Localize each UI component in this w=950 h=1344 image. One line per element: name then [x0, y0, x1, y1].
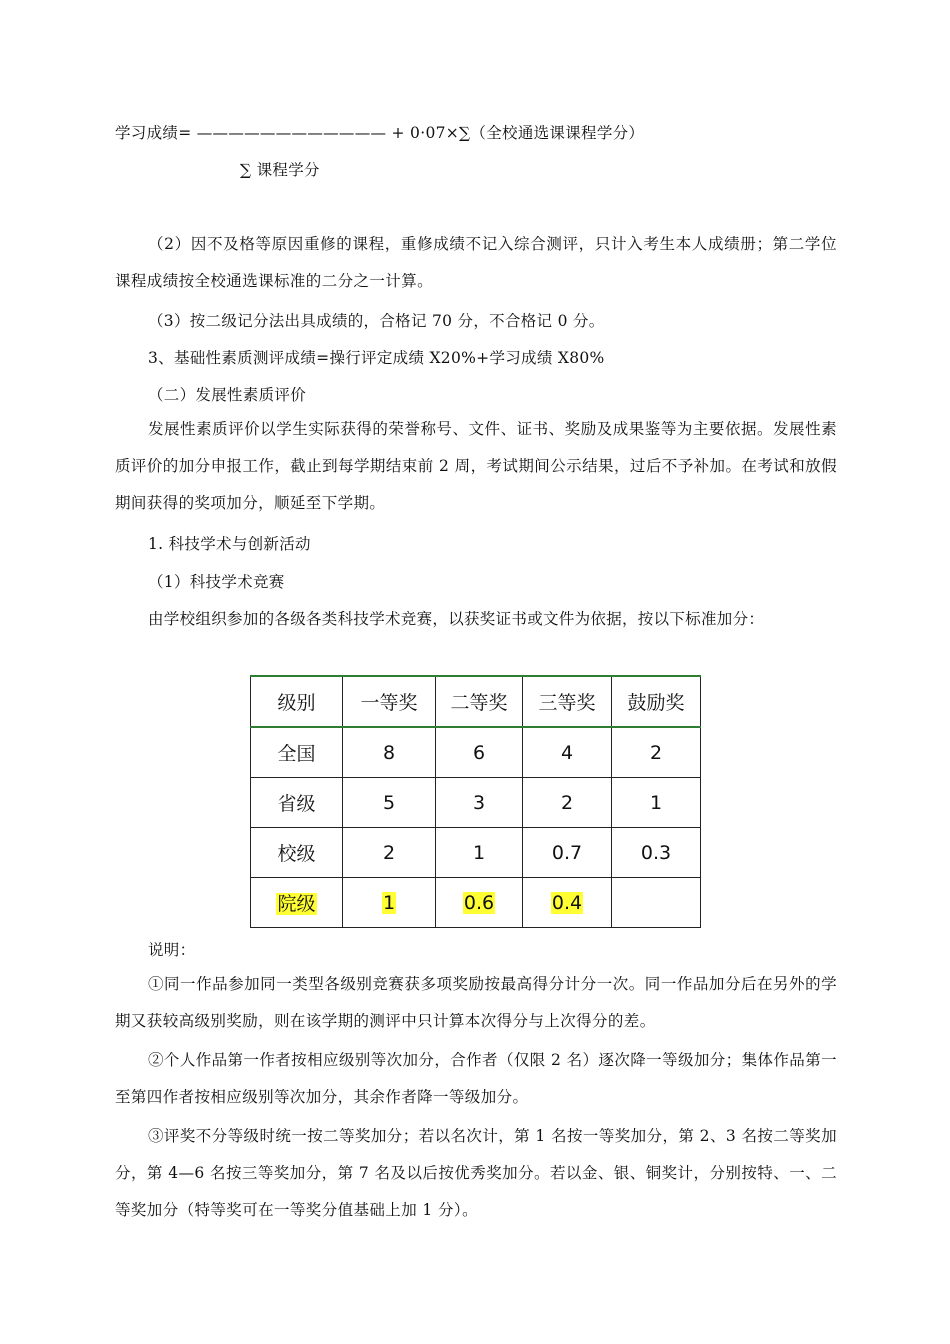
highlighted-text: 院级	[277, 893, 316, 915]
highlighted-text: 0.6	[463, 891, 495, 914]
table-cell: 6	[436, 727, 523, 778]
table-cell: 校级	[251, 828, 343, 878]
table-cell: 3	[436, 778, 523, 828]
note-2: ②个人作品第一作者按相应级别等次加分，合作者（仅限 2 名）逐次降一等级加分；集体作品第一至第四作者按相应级别等次加分，其余作者降一等级加分。	[115, 1051, 837, 1106]
table-row-highlighted	[251, 878, 701, 928]
award-table	[250, 675, 701, 928]
formula-denominator: ∑ 课程学分	[240, 161, 320, 179]
table-cell: 2	[523, 778, 612, 828]
table-cell	[251, 878, 343, 928]
table-cell: 1	[436, 828, 523, 878]
note-1: ①同一作品参加同一类型各级别竞赛获多项奖励按最高得分计分一次。同一作品加分后在另外的学期又获较高级别奖励，则在该学期的测评中只计算本次得分与上次得分的差。	[115, 975, 837, 1030]
paragraph-intro: 由学校组织参加的各级各类科技学术竞赛，以获奖证书或文件为依据，按以下标准加分：	[148, 610, 765, 628]
formula-line: 学习成绩= ———————————— + 0·07×∑（全校通选课课程学分）	[115, 124, 645, 142]
header-third-prize: 三等奖	[523, 676, 612, 727]
header-level: 级别	[251, 676, 343, 727]
table-cell: 1	[612, 778, 701, 828]
highlighted-text: 1	[382, 891, 396, 914]
table-cell	[343, 878, 436, 928]
table-cell: 8	[343, 727, 436, 778]
header-first-prize: 一等奖	[343, 676, 436, 727]
paragraph-retake: （2）因不及格等原因重修的课程，重修成绩不记入综合测评，只计入考生本人成绩册；第二学位课程成绩按全校通选课标准的二分之一计算。	[115, 235, 837, 290]
heading-tech-activities: 1. 科技学术与创新活动	[148, 535, 311, 553]
table-cell: 2	[612, 727, 701, 778]
highlighted-text: 0.4	[551, 891, 583, 914]
note-3: ③评奖不分等级时统一按二等奖加分；若以名次计，第 1 名按一等奖加分，第 2、3 名按二等奖加分，第 4—6 名按三等奖加分，第 7 名及以后按优秀奖加分。若以金、银、铜奖计，分别按特、一、二等奖加分（特等奖可在一等奖分值基础上加 1 分）。	[115, 1127, 837, 1219]
table-cell: 省级	[251, 778, 343, 828]
table-header-row	[251, 676, 701, 727]
table-cell: 4	[523, 727, 612, 778]
header-second-prize: 二等奖	[436, 676, 523, 727]
table-row	[251, 727, 701, 778]
table-cell	[436, 878, 523, 928]
table-cell: 2	[343, 828, 436, 878]
note-title: 说明：	[148, 941, 196, 959]
table-row	[251, 778, 701, 828]
table-row	[251, 828, 701, 878]
paragraph-development-desc: 发展性素质评价以学生实际获得的荣誉称号、文件、证书、奖励及成果鉴等为主要依据。发展性素质评价的加分申报工作，截止到每学期结束前 2 周，考试期间公示结果，过后不予补加。在考试和放假期间获得的奖项加分，顺延至下学期。	[115, 420, 837, 512]
header-encouragement-prize: 鼓励奖	[612, 676, 701, 727]
table-cell: 0.3	[612, 828, 701, 878]
paragraph-basic-score: 3、基础性素质测评成绩=操行评定成绩 X20%+学习成绩 X80%	[148, 349, 605, 367]
table-cell: 0.7	[523, 828, 612, 878]
paragraph-pass-fail: （3）按二级记分法出具成绩的，合格记 70 分，不合格记 0 分。	[148, 312, 605, 330]
section-heading-development: （二）发展性素质评价	[148, 386, 307, 404]
table-cell: 5	[343, 778, 436, 828]
table-cell	[523, 878, 612, 928]
table-cell-empty	[612, 878, 701, 928]
table-cell: 全国	[251, 727, 343, 778]
heading-tech-competition: （1）科技学术竞赛	[148, 573, 285, 591]
